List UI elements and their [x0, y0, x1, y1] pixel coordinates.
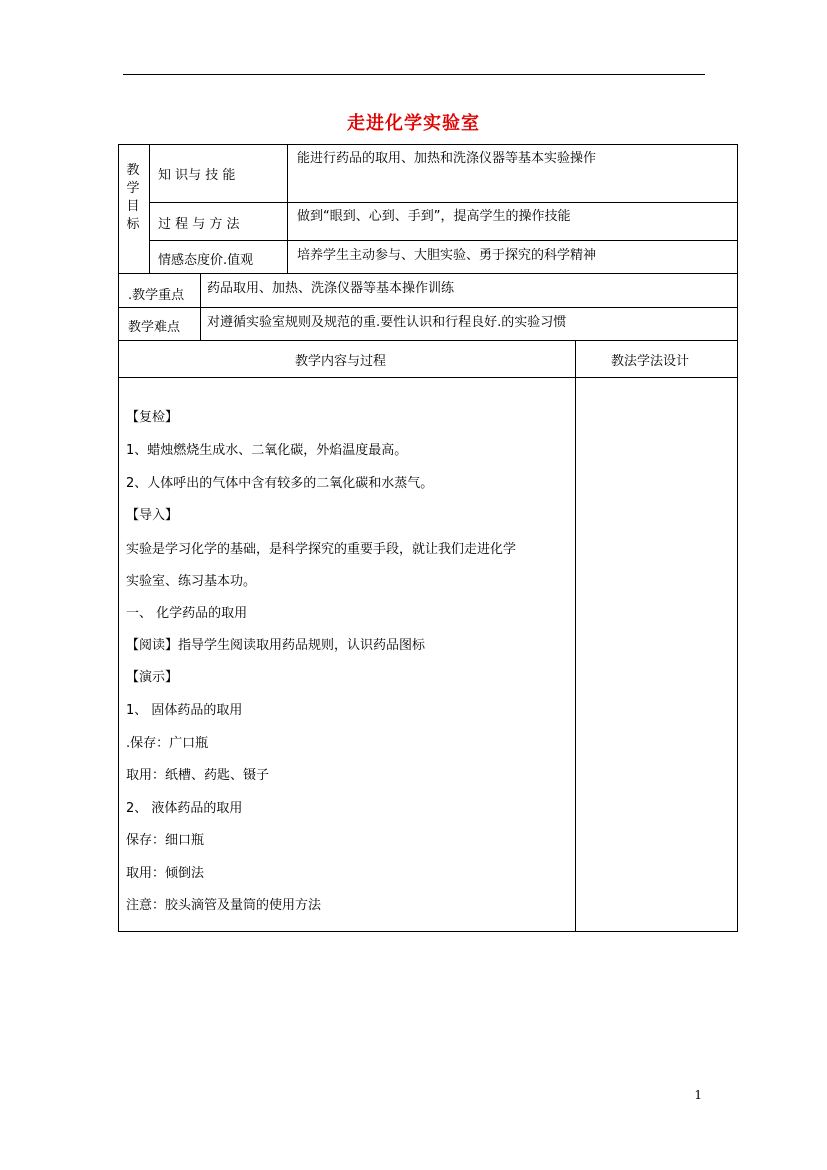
objective-content-process: 做到“眼到、心到、手到”，提高学生的操作技能: [297, 209, 571, 224]
table-border-left: [118, 144, 119, 932]
content-line: 2、人体呼出的气体中含有较多的二氧化碳和水蒸气。: [126, 476, 434, 491]
objectives-row-line-2: [149, 240, 738, 241]
objectives-label-divider: [287, 144, 288, 273]
table-border-right: [737, 144, 738, 932]
table-border-bottom: [118, 931, 738, 932]
points-row-line: [118, 307, 738, 308]
group-label-char: 教: [126, 163, 140, 178]
content-line: 保存：细口瓶: [126, 833, 205, 848]
content-line: 1、蜡烛燃烧生成水、二氧化碳，外焰温度最高。: [126, 443, 408, 458]
process-header-line: [118, 377, 738, 378]
group-label-char: 学: [126, 181, 140, 196]
difficult-points-content: 对遵循实验室规则及规范的重.要性认识和行程良好.的实验习惯: [207, 315, 567, 330]
content-line: 2、 液体药品的取用: [126, 801, 243, 816]
objective-label-process: 过 程 与 方 法: [158, 217, 240, 232]
content-line: 一、 化学药品的取用: [126, 606, 248, 621]
content-column-header: 教学内容与过程: [295, 354, 387, 369]
difficult-points-label: 教学难点: [128, 320, 181, 335]
objectives-bottom-line: [118, 273, 738, 274]
method-column-header: 教法学法设计: [611, 354, 690, 369]
content-line: 1、 固体药品的取用: [126, 703, 243, 718]
page-number: 1: [694, 1088, 702, 1102]
content-line: 实验室、练习基本功。: [126, 574, 257, 589]
objectives-row-line-1: [149, 202, 738, 203]
points-bottom-line: [118, 340, 738, 341]
key-points-content: 药品取用、加热、洗涤仪器等基本操作训练: [207, 281, 455, 296]
key-points-label: .教学重点: [128, 288, 185, 303]
objective-label-attitude: 情感态度价.值观: [158, 253, 254, 268]
group-label-char: 标: [126, 217, 140, 232]
content-line: 【导入】: [126, 508, 179, 523]
content-line: 实验是学习化学的基础，是科学探究的重要手段，就让我们走进化学: [126, 542, 517, 557]
group-label-char: 目: [126, 199, 140, 214]
document-title: 走进化学实验室: [347, 113, 480, 134]
objectives-group-label: [122, 162, 144, 234]
content-line: 【阅读】指导学生阅读取用药品规则，认识药品图标: [126, 638, 426, 653]
content-line: 【演示】: [126, 670, 179, 685]
objective-content-attitude: 培养学生主动参与、大胆实验、勇于探究的科学精神: [297, 248, 597, 263]
content-line: 【复检】: [126, 410, 179, 425]
objectives-divider: [149, 144, 150, 273]
objective-label-knowledge: 知 识与 技 能: [158, 168, 236, 183]
content-line: 注意：胶头滴管及量筒的使用方法: [126, 898, 322, 913]
content-line: .保存：广口瓶: [126, 736, 209, 751]
objective-content-knowledge: 能进行药品的取用、加热和洗涤仪器等基本实验操作: [297, 151, 597, 166]
table-border-top: [118, 144, 738, 145]
header-rule: [123, 74, 705, 75]
content-line: 取用：倾倒法: [126, 866, 205, 881]
content-line: 取用：纸槽、药匙、镊子: [126, 768, 270, 783]
process-column-divider: [575, 340, 576, 932]
